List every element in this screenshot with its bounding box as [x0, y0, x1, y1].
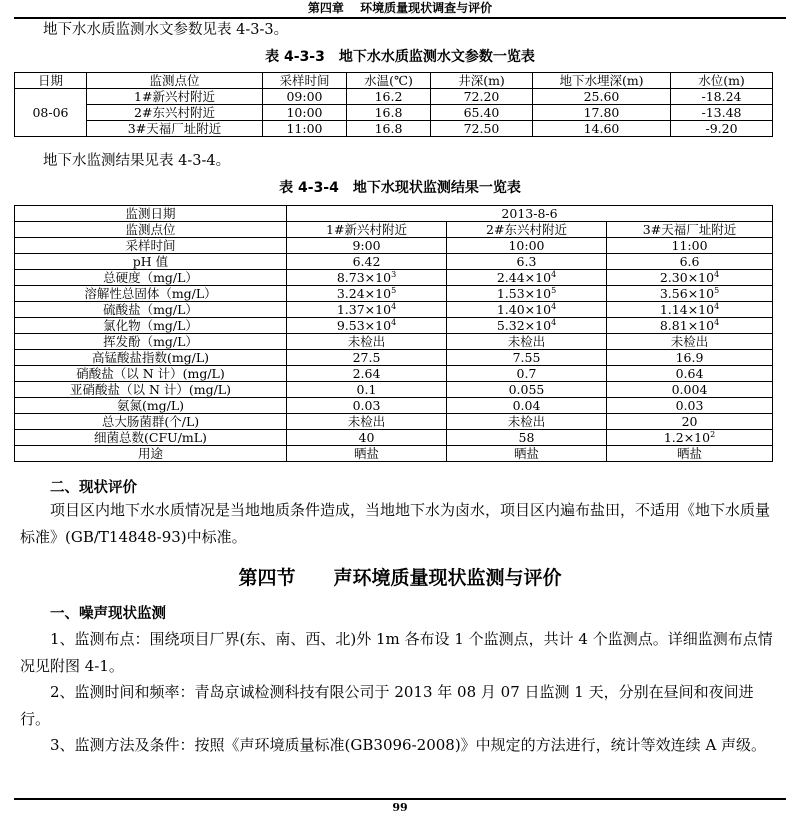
- table2-caption: 表 4-3-4 地下水现状监测结果一览表: [279, 180, 521, 196]
- table-row: [15, 270, 773, 286]
- table1-cell: -9.20: [671, 121, 773, 137]
- table-row: [15, 254, 773, 270]
- table1-cell: 14.60: [533, 121, 671, 137]
- table1-cell: 16.8: [347, 105, 431, 121]
- table2-cell: 0.03: [287, 398, 447, 414]
- table-row: [15, 334, 773, 350]
- table1-cell: -13.48: [671, 105, 773, 121]
- table1-header-cell: 水位(m): [671, 73, 773, 89]
- table-row: [15, 206, 773, 222]
- table2-cell: $1.37\times 10^4$: [287, 302, 447, 318]
- intro-text-2: 地下水监测结果见表 4-3-4。: [43, 153, 231, 169]
- table2-cell: 7.55: [447, 350, 607, 366]
- table2-cell: $9.53\times 10^4$: [287, 318, 447, 334]
- table1-cell: 65.40: [431, 105, 533, 121]
- table-row: [15, 398, 773, 414]
- table-row: [15, 238, 773, 254]
- table2-cell: 27.5: [287, 350, 447, 366]
- table1-header-cell: 井深(m): [431, 73, 533, 89]
- section-eval-text: 项目区内地下水水质情况是当地地质条件造成，当地地下水为卤水，项目区内遍布盐田，不适用《地下水质量标准》(GB/T14848-93)中标准。: [20, 501, 771, 546]
- table1-cell: 16.8: [347, 121, 431, 137]
- table2-date-label: 监测日期: [15, 206, 287, 222]
- table-row: [15, 222, 773, 238]
- table2-row-label: 挥发酚（mg/L）: [15, 334, 287, 350]
- section4-title: 第四节 声环境质量现状监测与评价: [238, 567, 562, 589]
- table1-cell: 72.50: [431, 121, 533, 137]
- table2-cell: 40: [287, 430, 447, 446]
- table2-row-label: 氯化物（mg/L）: [15, 318, 287, 334]
- table-row: [15, 121, 773, 137]
- noise-paragraph-1: 1、监测布点：围绕项目厂界(东、南、西、北)外 1m 各布设 1 个监测点，共计 4 个监测点。详细监测布点情况见附图 4-1。: [20, 630, 773, 675]
- table1-cell: 2#东兴村附近: [87, 105, 263, 121]
- table2-row-label: 亚硝酸盐（以 N 计）(mg/L): [15, 382, 287, 398]
- table2-cell: $2.30\times 10^4$: [607, 270, 773, 286]
- table1-cell: 09:00: [263, 89, 347, 105]
- table2-row-label: 硝酸盐（以 N 计）(mg/L): [15, 366, 287, 382]
- table2-cell: 0.64: [607, 366, 773, 382]
- page-footer: [14, 798, 786, 814]
- table2-cell: 3#天福厂址附近: [607, 222, 773, 238]
- table1-cell: 17.80: [533, 105, 671, 121]
- table2-cell: 0.1: [287, 382, 447, 398]
- table2-cell: 2.64: [287, 366, 447, 382]
- table1-header-cell: 日期: [15, 73, 87, 89]
- table2-cell: $2.44\times 10^4$: [447, 270, 607, 286]
- table-row: [15, 430, 773, 446]
- table2-cell: 未检出: [287, 334, 447, 350]
- table2-cell: 11:00: [607, 238, 773, 254]
- noise-title: 一、噪声现状监测: [50, 606, 166, 622]
- noise-paragraph-3: 3、监测方法及条件：按照《声环境质量标准(GB3096-2008)》中规定的方法进行，统计等效连续 A 声级。: [50, 736, 767, 754]
- table2-cell: 9:00: [287, 238, 447, 254]
- table2-cell: 晒盐: [607, 446, 773, 462]
- table-row: [15, 350, 773, 366]
- table1-header-cell: 监测点位: [87, 73, 263, 89]
- table2-cell: $8.73\times 10^3$: [287, 270, 447, 286]
- table1-date-cell: 08-06: [15, 89, 87, 137]
- table1-cell: 11:00: [263, 121, 347, 137]
- table-row: [15, 382, 773, 398]
- table2-cell: 16.9: [607, 350, 773, 366]
- table2-row-label: 采样时间: [15, 238, 287, 254]
- table1-cell: 72.20: [431, 89, 533, 105]
- table1-header-cell: 采样时间: [263, 73, 347, 89]
- table1-cell: 1#新兴村附近: [87, 89, 263, 105]
- table2-row-label: 总大肠菌群(个/L): [15, 414, 287, 430]
- table2-cell: 0.7: [447, 366, 607, 382]
- table2-row-label: 用途: [15, 446, 287, 462]
- table2-row-label: 细菌总数(CFU/mL): [15, 430, 287, 446]
- table2-cell: 未检出: [287, 414, 447, 430]
- table-row: [15, 89, 773, 105]
- table2-cell: 2#东兴村附近: [447, 222, 607, 238]
- noise-paragraph-2: 2、监测时间和频率：青岛京诚检测科技有限公司于 2013 年 08 月 07 日监测 1 天，分别在昼间和夜间进行。: [20, 683, 754, 728]
- table2-cell: 6.42: [287, 254, 447, 270]
- table2-cell: 0.004: [607, 382, 773, 398]
- table1-cell: 25.60: [533, 89, 671, 105]
- table2-row-label: 溶解性总固体（mg/L）: [15, 286, 287, 302]
- table2-date-value: 2013-8-6: [287, 206, 773, 222]
- table2-cell: $1.2\times 10^2$: [607, 430, 773, 446]
- table2-cell: 6.6: [607, 254, 773, 270]
- intro-text-1: 地下水水质监测水文参数见表 4-3-3。: [43, 22, 289, 38]
- table2-cell: 0.055: [447, 382, 607, 398]
- table2-cell: 未检出: [607, 334, 773, 350]
- table2-cell: 晒盐: [287, 446, 447, 462]
- table2-cell: $3.24\times 10^5$: [287, 286, 447, 302]
- table2-cell: $1.14\times 10^4$: [607, 302, 773, 318]
- table2-cell: 20: [607, 414, 773, 430]
- chapter-label: 第四章: [307, 1, 344, 15]
- table2-cell: $3.56\times 10^5$: [607, 286, 773, 302]
- table1-cell: -18.24: [671, 89, 773, 105]
- table-row: [15, 446, 773, 462]
- table2-cell: 1#新兴村附近: [287, 222, 447, 238]
- table1-cell: 3#天福厂址附近: [87, 121, 263, 137]
- table2-cell: 未检出: [447, 414, 607, 430]
- table2-cell: 6.3: [447, 254, 607, 270]
- table2-row-label: 总硬度（mg/L）: [15, 270, 287, 286]
- chapter-title: 环境质量现状调查与评价: [360, 1, 493, 15]
- table1-header-cell: 水温(℃): [347, 73, 431, 89]
- hydro-params-table: [14, 72, 773, 137]
- table-row: [15, 414, 773, 430]
- table2-cell: $1.53\times 10^5$: [447, 286, 607, 302]
- table-row: [15, 302, 773, 318]
- table2-cell: 10:00: [447, 238, 607, 254]
- table2-row-label: 氨氮(mg/L): [15, 398, 287, 414]
- table2-cell: 0.04: [447, 398, 607, 414]
- table2-row-label: 监测点位: [15, 222, 287, 238]
- table-row: [15, 286, 773, 302]
- table2-cell: $5.32\times 10^4$: [447, 318, 607, 334]
- table2-cell: $8.81\times 10^4$: [607, 318, 773, 334]
- table2-cell: 晒盐: [447, 446, 607, 462]
- table-row: [15, 366, 773, 382]
- monitoring-results-table: [14, 205, 773, 462]
- table2-cell: 0.03: [607, 398, 773, 414]
- table1-header-cell: 地下水埋深(m): [533, 73, 671, 89]
- table1-caption: 表 4-3-3 地下水水质监测水文参数一览表: [265, 49, 535, 65]
- page-number: 99: [392, 801, 408, 814]
- table-row: [15, 105, 773, 121]
- table2-row-label: 硫酸盐（mg/L）: [15, 302, 287, 318]
- table1-cell: 10:00: [263, 105, 347, 121]
- table2-cell: $1.40\times 10^4$: [447, 302, 607, 318]
- section-eval-title: 二、现状评价: [50, 480, 137, 496]
- table2-row-label: pH 值: [15, 254, 287, 270]
- table-row: [15, 318, 773, 334]
- table1-cell: 16.2: [347, 89, 431, 105]
- table2-row-label: 高锰酸盐指数(mg/L): [15, 350, 287, 366]
- table2-cell: 58: [447, 430, 607, 446]
- table2-cell: 未检出: [447, 334, 607, 350]
